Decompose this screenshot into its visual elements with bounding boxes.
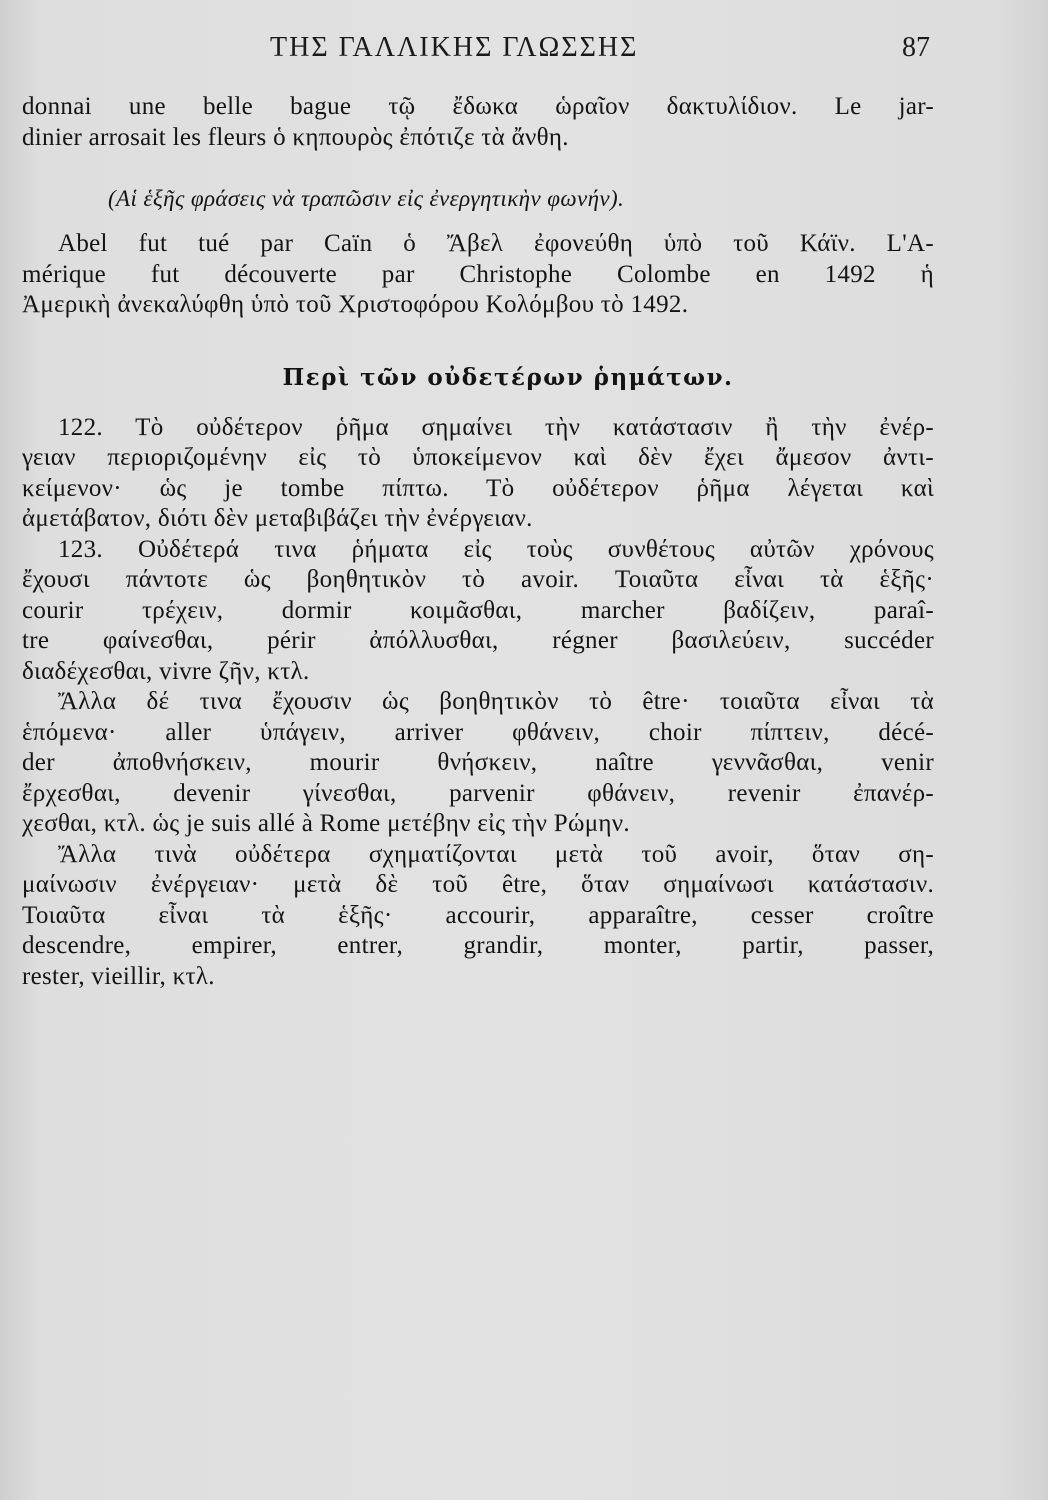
text-line: ἔρχεσθαι, devenir γίνεσθαι, parvenir φθάνειν, revenir ἐπανέρ- [22, 779, 934, 807]
text-line: dinier arrosait les fleurs ὁ κηπουρὸς ἐπότιζε τὰ ἄνθη. [22, 123, 569, 151]
text-line: Ἀμερικὴ ἀνεκαλύφθη ὑπὸ τοῦ Χριστοφόρου Κολόμβου τὸ 1492. [22, 291, 689, 318]
section-heading: Περὶ τῶν οὐδετέρων ῥημάτων. [282, 363, 734, 391]
running-title: ΤΗΣ ΓΑΛΛΙΚΗΣ ΓΛΩΣΣΗΣ [270, 32, 639, 63]
text-line: διαδέχεσθαι, vivre ζῆν, κτλ. [22, 657, 310, 685]
text-line: ἀμετάβατον, διότι δὲν μεταβιβάζει τὴν ἐνέργειαν. [22, 505, 533, 532]
text-line: mérique fut découverte par Christophe Colombe en 1492 ἡ [22, 260, 934, 288]
spacer [22, 399, 934, 413]
text-line: Τοιαῦτα εἶναι τὰ ἑξῆς· accourir, apparaître, cesser croître [22, 901, 934, 929]
text-line: der ἀποθνήσκειν, mourir θνήσκειν, naître γεννᾶσθαι, venir [22, 749, 934, 776]
spacer [22, 321, 934, 357]
text-line: μαίνωσιν ἐνέργειαν· μετὰ δὲ τοῦ être, ὅταν σημαίνωσι κατάστασιν. [22, 871, 934, 898]
text-line: rester, vieillir, κτλ. [22, 962, 215, 990]
text-line: ἔχουσι πάντοτε ὡς βοηθητικὸν τὸ avoir. Τοιαῦτα εἶναι τὰ ἑξῆς· [22, 566, 934, 593]
page-header [0, 32, 1048, 72]
text-line: descendre, empirer, entrer, grandir, monter, partir, passer, [22, 932, 934, 959]
exercise-instruction: (Αἱ ἑξῆς φράσεις νὰ τραπῶσιν εἰς ἐνεργητικὴν φωνήν). [108, 186, 625, 211]
text-line: Ἄλλα δέ τινα ἔχουσιν ὡς βοηθητικὸν τὸ être· τοιαῦτα εἶναι τὰ [58, 688, 934, 715]
spacer [22, 215, 934, 229]
spacer [22, 153, 934, 183]
text-line: courir τρέχειν, dormir κοιμᾶσθαι, marcher βαδίζειν, paraî- [22, 596, 934, 624]
text-line: ἑπόμενα· aller ὑπάγειν, arriver φθάνειν, choir πίπτειν, décé- [22, 718, 934, 746]
page-body [22, 92, 934, 992]
text-line: tre φαίνεσθαι, périr ἀπόλλυσθαι, régner βασιλεύειν, succéder [22, 627, 934, 654]
text-line: Ἄλλα τινὰ οὐδέτερα σχηματίζονται μετὰ τοῦ avoir, ὅταν ση- [58, 840, 934, 868]
text-line: Abel fut tué par Caïn ὁ Ἄβελ ἐφονεύθη ὑπὸ τοῦ Κάϊν. L'A- [58, 230, 934, 257]
text-line: 123. Οὐδέτερά τινα ῥήματα εἰς τοὺς συνθέτους αὐτῶν χρόνους [58, 535, 934, 563]
text-line: γειαν περιοριζομένην εἰς τὸ ὑποκείμενον καὶ δὲν ἔχει ἄμεσον ἀντι- [22, 444, 934, 471]
text-line: χεσθαι, κτλ. ὡς je suis allé à Rome μετέβην εἰς τὴν Ρώμην. [22, 810, 630, 837]
page-number: 87 [902, 32, 930, 63]
text-line: κείμενον· ὡς je tombe πίπτω. Τὸ οὐδέτερον ῥῆμα λέγεται καὶ [22, 474, 934, 502]
text-line: donnai une belle bague τῷ ἔδωκα ὡραῖον δακτυλίδιον. Le jar- [22, 93, 934, 120]
text-line: 122. Τὸ οὐδέτερον ῥῆμα σημαίνει τὴν κατάστασιν ἢ τὴν ἐνέρ- [58, 413, 934, 441]
